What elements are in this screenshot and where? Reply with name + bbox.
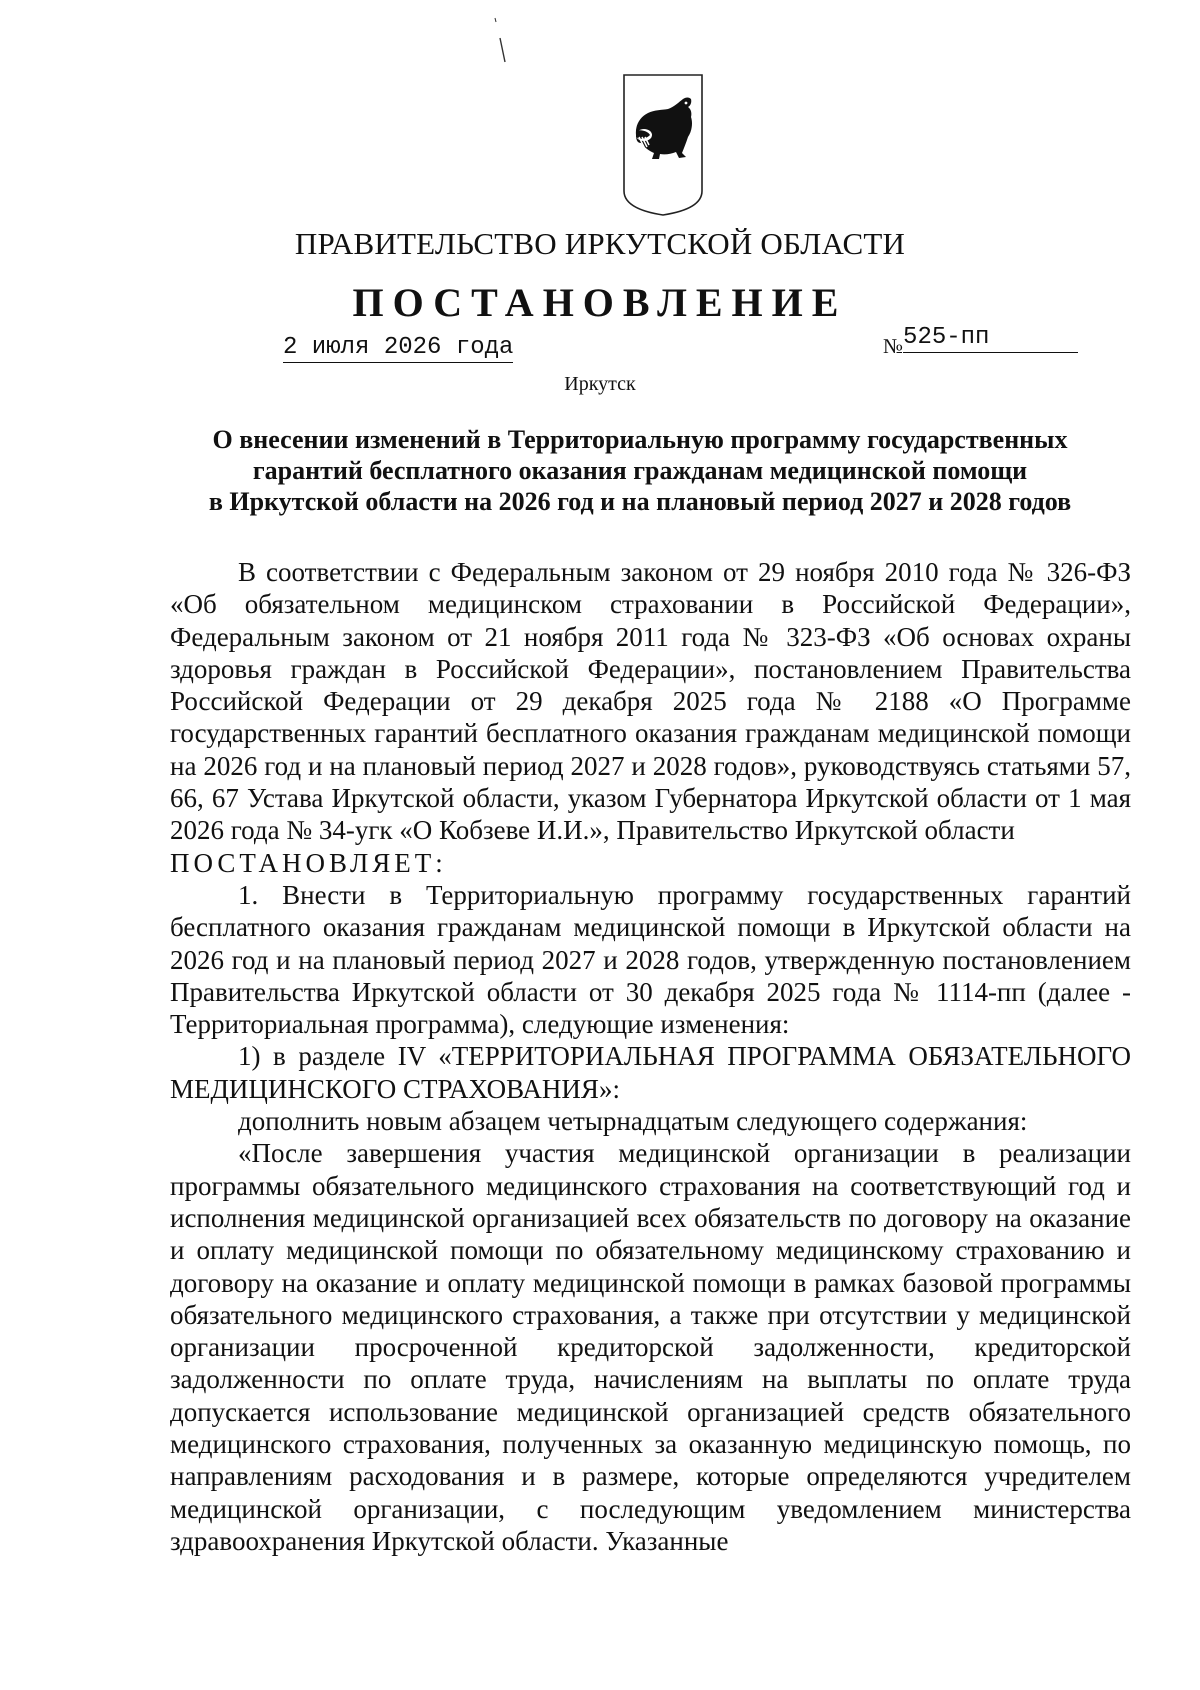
preamble-paragraph: В соответствии с Федеральным законом от 29 ноября 2010 года № 326-ФЗ «Об обязательном медицинском страховании в Российской Федерации», Федеральным законом от 21 ноября 2011 года № 323-ФЗ «Об основах охраны здоровья граждан в Российской Федерации», постановлением Правительства Российской Федерации от 29 декабря 2025 года № 2188 «О Программе государственных гарантий бесплатного оказания гражданам медицинской помощи на 2026 год и на плановый период 2027 и 2028 годов», руководствуясь статьями 57, 66, 67 Устава Иркутской области, указом Губернатора Иркутской области от 1 мая 2026 года № 34-угк «О Кобзеве И.И.», Правительство Иркутской области (170, 557, 1131, 846)
organization-name: ПРАВИТЕЛЬСТВО ИРКУТСКОЙ ОБЛАСТИ (294, 226, 906, 261)
document-title (160, 424, 1120, 517)
document-type: ПОСТАНОВЛЕНИЕ (352, 280, 848, 325)
document-body (170, 556, 1131, 1557)
instruction-paragraph: дополнить новым абзацем четырнадцатым следующего содержания: (238, 1106, 1028, 1137)
scan-mark (492, 10, 512, 70)
coat-of-arms-icon (622, 73, 704, 217)
document-number-block (883, 324, 1078, 359)
document-number: 525-пп (903, 324, 1078, 353)
document-city: Иркутск (564, 373, 636, 395)
number-sign: № (883, 334, 904, 358)
title-line: О внесении изменений в Территориальную программу государственных (212, 425, 1068, 454)
item-1-paragraph: 1. Внести в Территориальную программу государственных гарантий бесплатного оказания гражданам медицинской помощи в Иркутской области на 2026 год и на плановый период 2027 и 2028 годов, утвержденную постановлением Правительства Иркутской области от 30 декабря 2025 года № 1114-пп (далее - Территориальная программа), следующие изменения: (170, 879, 1131, 1040)
subitem-1-paragraph: 1) в разделе IV «ТЕРРИТОРИАЛЬНАЯ ПРОГРАММА ОБЯЗАТЕЛЬНОГО МЕДИЦИНСКОГО СТРАХОВАНИЯ»: (170, 1041, 1131, 1104)
resolves-heading: ПОСТАНОВЛЯЕТ: (170, 847, 447, 878)
quoted-paragraph: «После завершения участия медицинской организации в реализации программы обязательного медицинского страхования на соответствующий год и исполнения медицинской организацией всех обязательств по договору на оказание и оплату медицинской помощи по обязательному медицинскому страхованию и договору на оказание и оплату медицинской помощи в рамках базовой программы обязательного медицинского страхования, а также при отсутствии у медицинской организации просроченной кредиторской задолженности, кредиторской задолженности по оплате труда, начислениям на выплаты по оплате труда допускается использование медицинской организацией средств обязательного медицинского страхования, полученных за оказанную медицинскую помощь, по направлениям расходования и в размере, которые определяются учредителем медицинской организации, с последующим уведомлением министерства здравоохранения Иркутской области. Указанные (170, 1138, 1131, 1556)
document-date: 2 июля 2026 года (283, 334, 514, 361)
title-line: в Иркутской области на 2026 год и на плановый период 2027 и 2028 годов (208, 487, 1072, 516)
title-line: гарантий бесплатного оказания гражданам медицинской помощи (252, 456, 1028, 485)
